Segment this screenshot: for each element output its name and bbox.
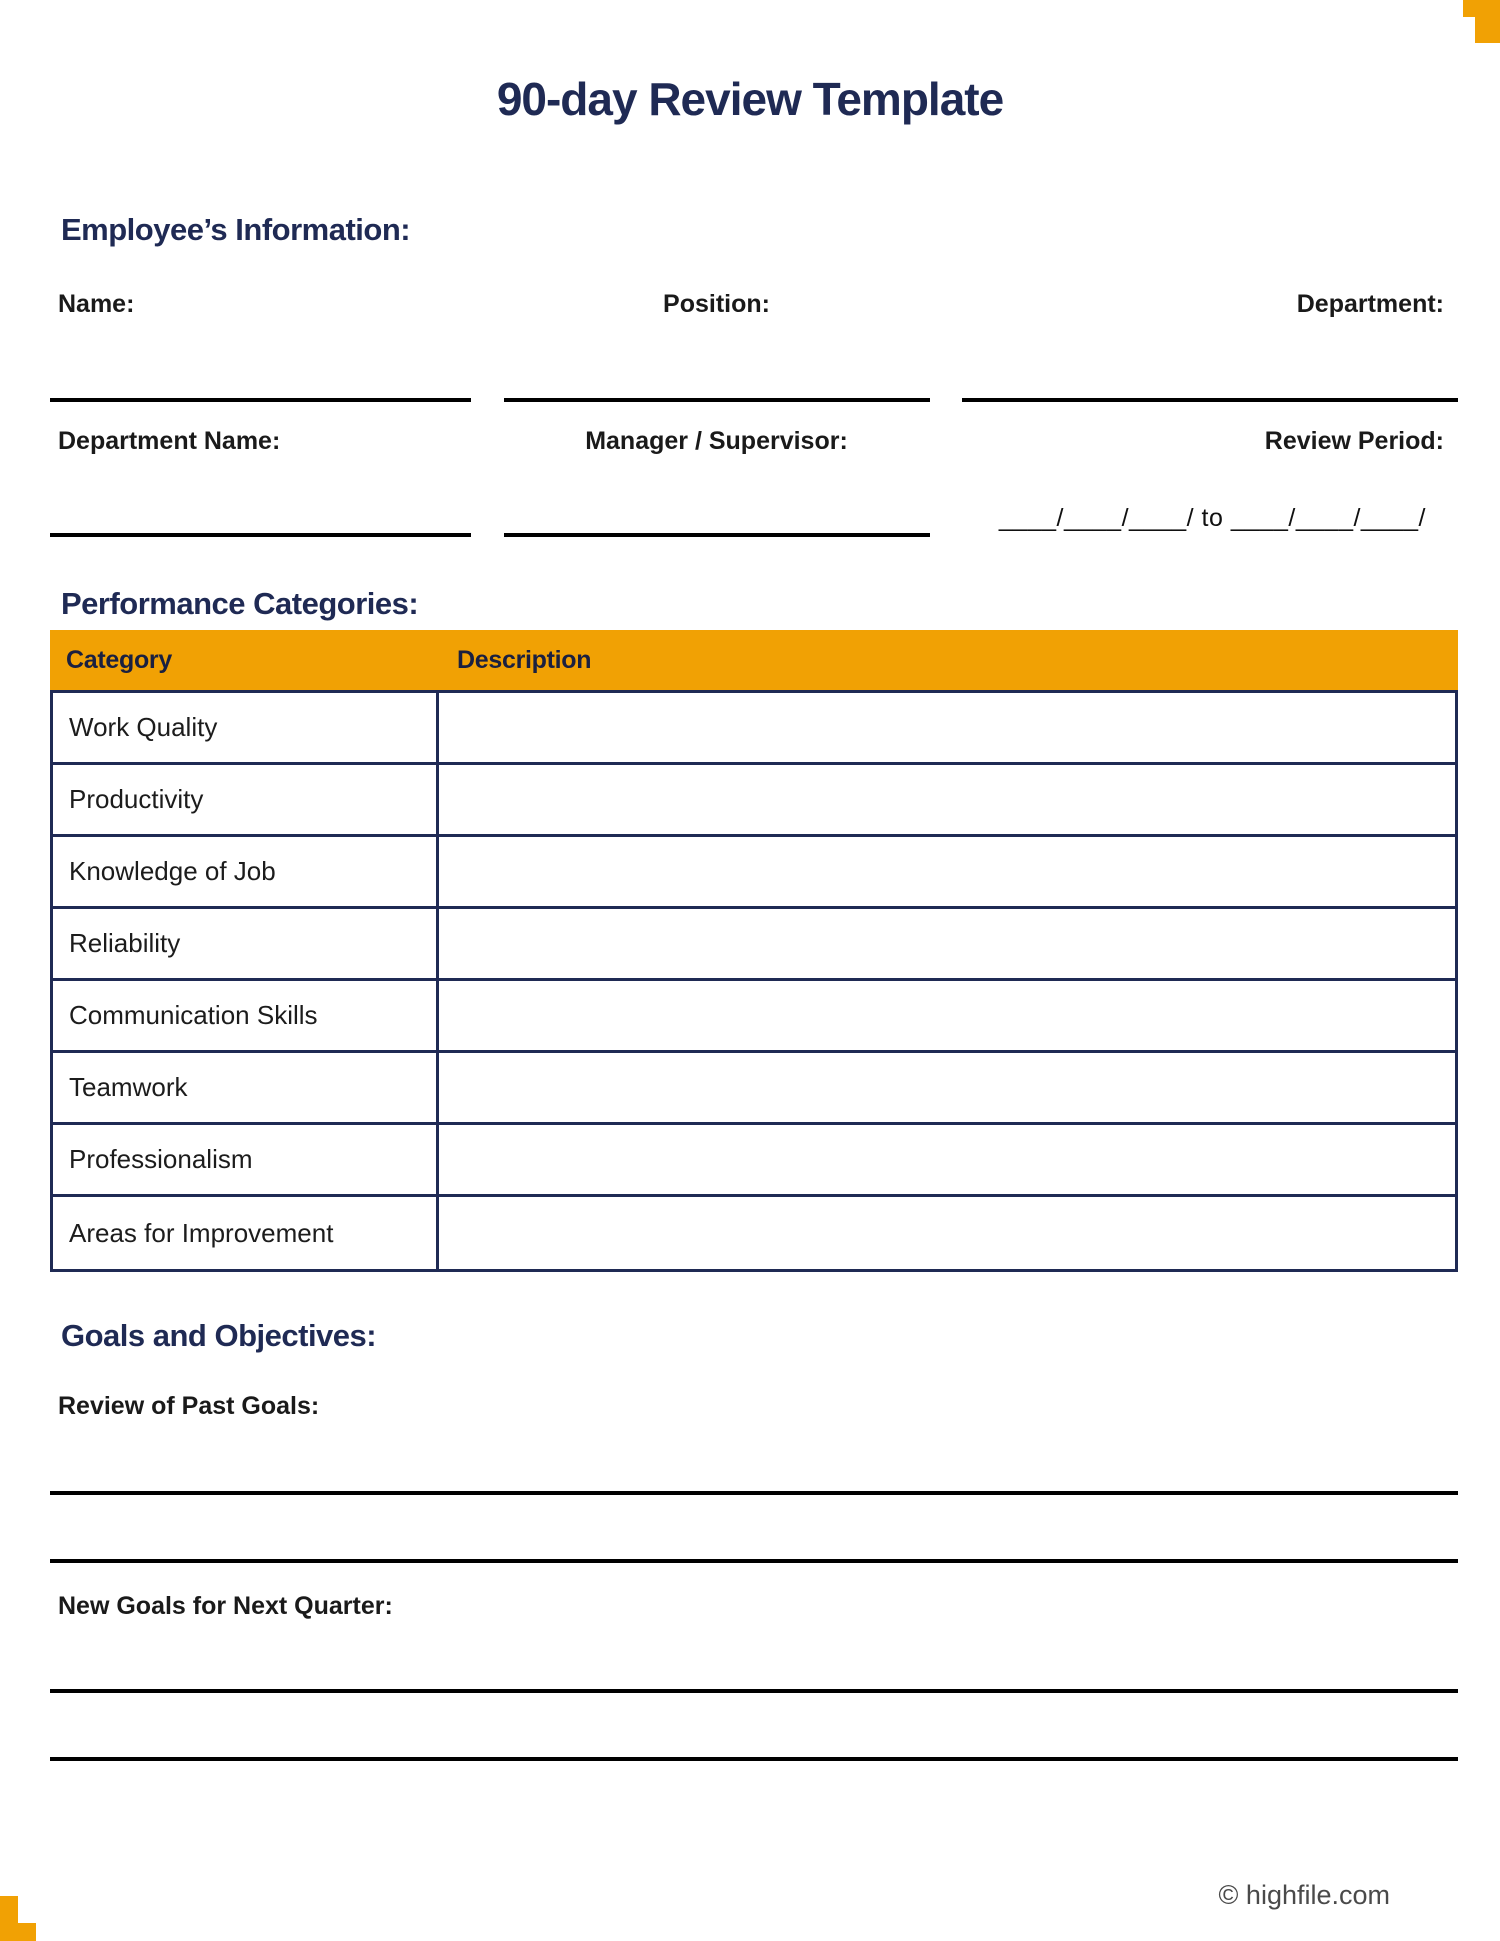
- table-row: [53, 1053, 1455, 1125]
- section-heading-performance-categories: Performance Categories:: [61, 586, 419, 621]
- category-cell: Teamwork: [53, 1053, 439, 1122]
- department-name-field: [50, 427, 471, 537]
- name-fill-line[interactable]: [50, 398, 471, 402]
- bottom-left-corner-decoration: [0, 1923, 36, 1941]
- page-title: 90-day Review Template: [496, 73, 1004, 125]
- review-period-field: [962, 427, 1458, 537]
- position-label: Position:: [663, 290, 770, 318]
- description-column-header: Description: [457, 645, 592, 674]
- performance-table-body: [50, 690, 1458, 1272]
- table-row: [53, 693, 1455, 765]
- description-cell[interactable]: [439, 981, 1455, 1050]
- position-fill-line[interactable]: [504, 398, 930, 402]
- table-row: [53, 837, 1455, 909]
- category-cell: Professionalism: [53, 1125, 439, 1194]
- employee-info-row-2: [50, 427, 1458, 537]
- category-cell: Areas for Improvement: [53, 1197, 439, 1269]
- top-right-corner-decoration: [1463, 0, 1500, 17]
- description-cell[interactable]: [439, 837, 1455, 906]
- table-row: [53, 1125, 1455, 1197]
- manager-supervisor-fill-line[interactable]: [504, 533, 930, 537]
- category-cell: Productivity: [53, 765, 439, 834]
- performance-table: [50, 630, 1458, 1272]
- department-name-label: Department Name:: [58, 427, 281, 455]
- past-goals-fill-line-1[interactable]: [50, 1491, 1458, 1495]
- table-row: [53, 1197, 1455, 1269]
- category-column-header: Category: [66, 645, 172, 674]
- description-cell[interactable]: [439, 1197, 1455, 1269]
- review-period-date-blanks[interactable]: ____/____/____/ to ____/____/____/: [998, 504, 1426, 532]
- new-goals-label: New Goals for Next Quarter:: [58, 1592, 393, 1620]
- category-cell: Communication Skills: [53, 981, 439, 1050]
- description-cell[interactable]: [439, 1125, 1455, 1194]
- section-heading-goals-objectives: Goals and Objectives:: [61, 1318, 377, 1353]
- description-cell[interactable]: [439, 765, 1455, 834]
- new-goals-fill-line-1[interactable]: [50, 1689, 1458, 1693]
- category-cell: Knowledge of Job: [53, 837, 439, 906]
- description-cell[interactable]: [439, 1053, 1455, 1122]
- department-fill-line[interactable]: [962, 398, 1458, 402]
- review-period-label: Review Period:: [1264, 427, 1444, 455]
- new-goals-fill-line-2[interactable]: [50, 1757, 1458, 1761]
- category-cell: Work Quality: [53, 693, 439, 762]
- footer-credit: © highfile.com: [1218, 1880, 1390, 1910]
- department-field: [962, 290, 1458, 402]
- section-heading-employee-information: Employee’s Information:: [61, 212, 411, 247]
- employee-info-row-1: [50, 290, 1458, 402]
- past-goals-fill-line-2[interactable]: [50, 1559, 1458, 1563]
- manager-supervisor-label: Manager / Supervisor:: [585, 427, 848, 455]
- category-cell: Reliability: [53, 909, 439, 978]
- department-label: Department:: [1296, 290, 1444, 318]
- name-label: Name:: [58, 290, 135, 318]
- table-row: [53, 909, 1455, 981]
- review-past-goals-label: Review of Past Goals:: [58, 1392, 320, 1420]
- department-name-fill-line[interactable]: [50, 533, 471, 537]
- table-row: [53, 981, 1455, 1053]
- position-field: [504, 290, 930, 402]
- performance-table-header: [50, 630, 1458, 690]
- description-cell[interactable]: [439, 909, 1455, 978]
- top-right-corner-decoration: [1475, 17, 1500, 43]
- manager-supervisor-field: [504, 427, 930, 537]
- description-cell[interactable]: [439, 693, 1455, 762]
- table-row: [53, 765, 1455, 837]
- name-field: [50, 290, 471, 402]
